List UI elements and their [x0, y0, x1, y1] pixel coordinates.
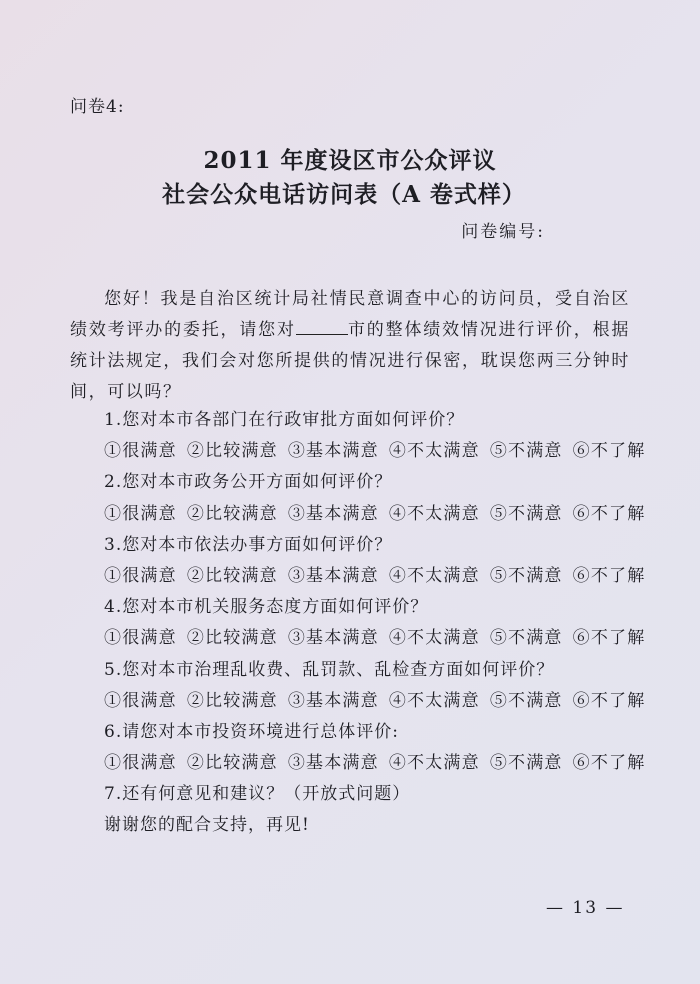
option-unknown: ⑥不了解 [572, 503, 646, 524]
option-unknown: ⑥不了解 [572, 753, 646, 774]
intro-text-part1: 您好！我是自治区统计局社情民意调查中心的访问员，受自治区绩效考评办的委托，请您对 [70, 289, 630, 340]
options-row-3 [104, 561, 644, 592]
option-basically-satisfied: ③基本满意 [287, 441, 379, 462]
option-very-satisfied: ①很满意 [104, 441, 177, 462]
question-3: 3.您对本市依法办事方面如何评价？ [104, 534, 393, 555]
option-not-very-satisfied: ④不太满意 [388, 753, 480, 774]
option-unsatisfied: ⑤不满意 [489, 753, 563, 774]
option-unknown: ⑥不了解 [572, 565, 646, 586]
option-unsatisfied: ⑤不满意 [489, 628, 563, 649]
question-5: 5.您对本市治理乱收费、乱罚款、乱检查方面如何评价？ [104, 659, 555, 680]
question-6: 6.请您对本市投资环境进行总体评价: [104, 721, 399, 742]
option-very-satisfied: ①很满意 [104, 503, 177, 524]
option-unsatisfied: ⑤不满意 [489, 690, 563, 711]
options-row-6 [104, 748, 644, 779]
option-very-satisfied: ①很满意 [104, 753, 177, 774]
question-1: 1.您对本市各部门在行政审批方面如何评价？ [104, 410, 465, 430]
options-row-1 [104, 436, 644, 467]
option-unknown: ⑥不了解 [572, 690, 646, 711]
question-4: 4.您对本市机关服务态度方面如何评价？ [104, 597, 429, 618]
options-row-4 [104, 623, 644, 654]
document-title-line1: 2011 年度设区市公众评议 [203, 147, 497, 174]
option-not-very-satisfied: ④不太满意 [388, 628, 480, 649]
question-list [104, 405, 644, 842]
page-number: — 13 — [546, 898, 625, 918]
option-fairly-satisfied: ②比较满意 [186, 503, 278, 524]
question-2: 2.您对本市政务公开方面如何评价？ [104, 472, 393, 493]
option-not-very-satisfied: ④不太满意 [388, 503, 480, 524]
questionnaire-number-label: 问卷编号: [461, 222, 545, 242]
options-row-5 [104, 686, 644, 717]
intro-text-part2: 市的整体绩效情况进行评价，根据统计法规定，我们会对您所提供的情况进行保密，耽误您两三分钟时间，可以吗？ [70, 320, 631, 402]
option-not-very-satisfied: ④不太满意 [388, 441, 480, 462]
intro-paragraph [70, 284, 630, 408]
options-row-2 [104, 499, 644, 530]
option-fairly-satisfied: ②比较满意 [186, 441, 278, 462]
option-fairly-satisfied: ②比较满意 [186, 690, 278, 711]
option-unknown: ⑥不了解 [572, 441, 646, 462]
option-not-very-satisfied: ④不太满意 [388, 565, 480, 586]
option-basically-satisfied: ③基本满意 [287, 503, 379, 524]
question-7-open: 7.还有何意见和建议？（开放式问题） [104, 784, 411, 805]
city-blank [296, 318, 348, 335]
document-title-line2: 社会公众电话访问表（A 卷式样） [162, 181, 526, 208]
option-basically-satisfied: ③基本满意 [287, 565, 379, 586]
option-basically-satisfied: ③基本满意 [287, 690, 379, 711]
option-very-satisfied: ①很满意 [104, 565, 177, 586]
option-fairly-satisfied: ②比较满意 [186, 565, 278, 586]
option-fairly-satisfied: ②比较满意 [186, 753, 278, 774]
closing-text: 谢谢您的配合支持，再见! [104, 815, 310, 836]
option-unsatisfied: ⑤不满意 [489, 441, 563, 462]
option-very-satisfied: ①很满意 [104, 690, 177, 711]
option-not-very-satisfied: ④不太满意 [388, 690, 480, 711]
option-unknown: ⑥不了解 [572, 628, 646, 649]
questionnaire-label: 问卷4: [70, 97, 125, 117]
option-basically-satisfied: ③基本满意 [287, 753, 379, 774]
option-very-satisfied: ①很满意 [104, 628, 177, 649]
option-fairly-satisfied: ②比较满意 [186, 628, 278, 649]
option-unsatisfied: ⑤不满意 [489, 503, 563, 524]
option-unsatisfied: ⑤不满意 [489, 565, 563, 586]
option-basically-satisfied: ③基本满意 [287, 628, 379, 649]
